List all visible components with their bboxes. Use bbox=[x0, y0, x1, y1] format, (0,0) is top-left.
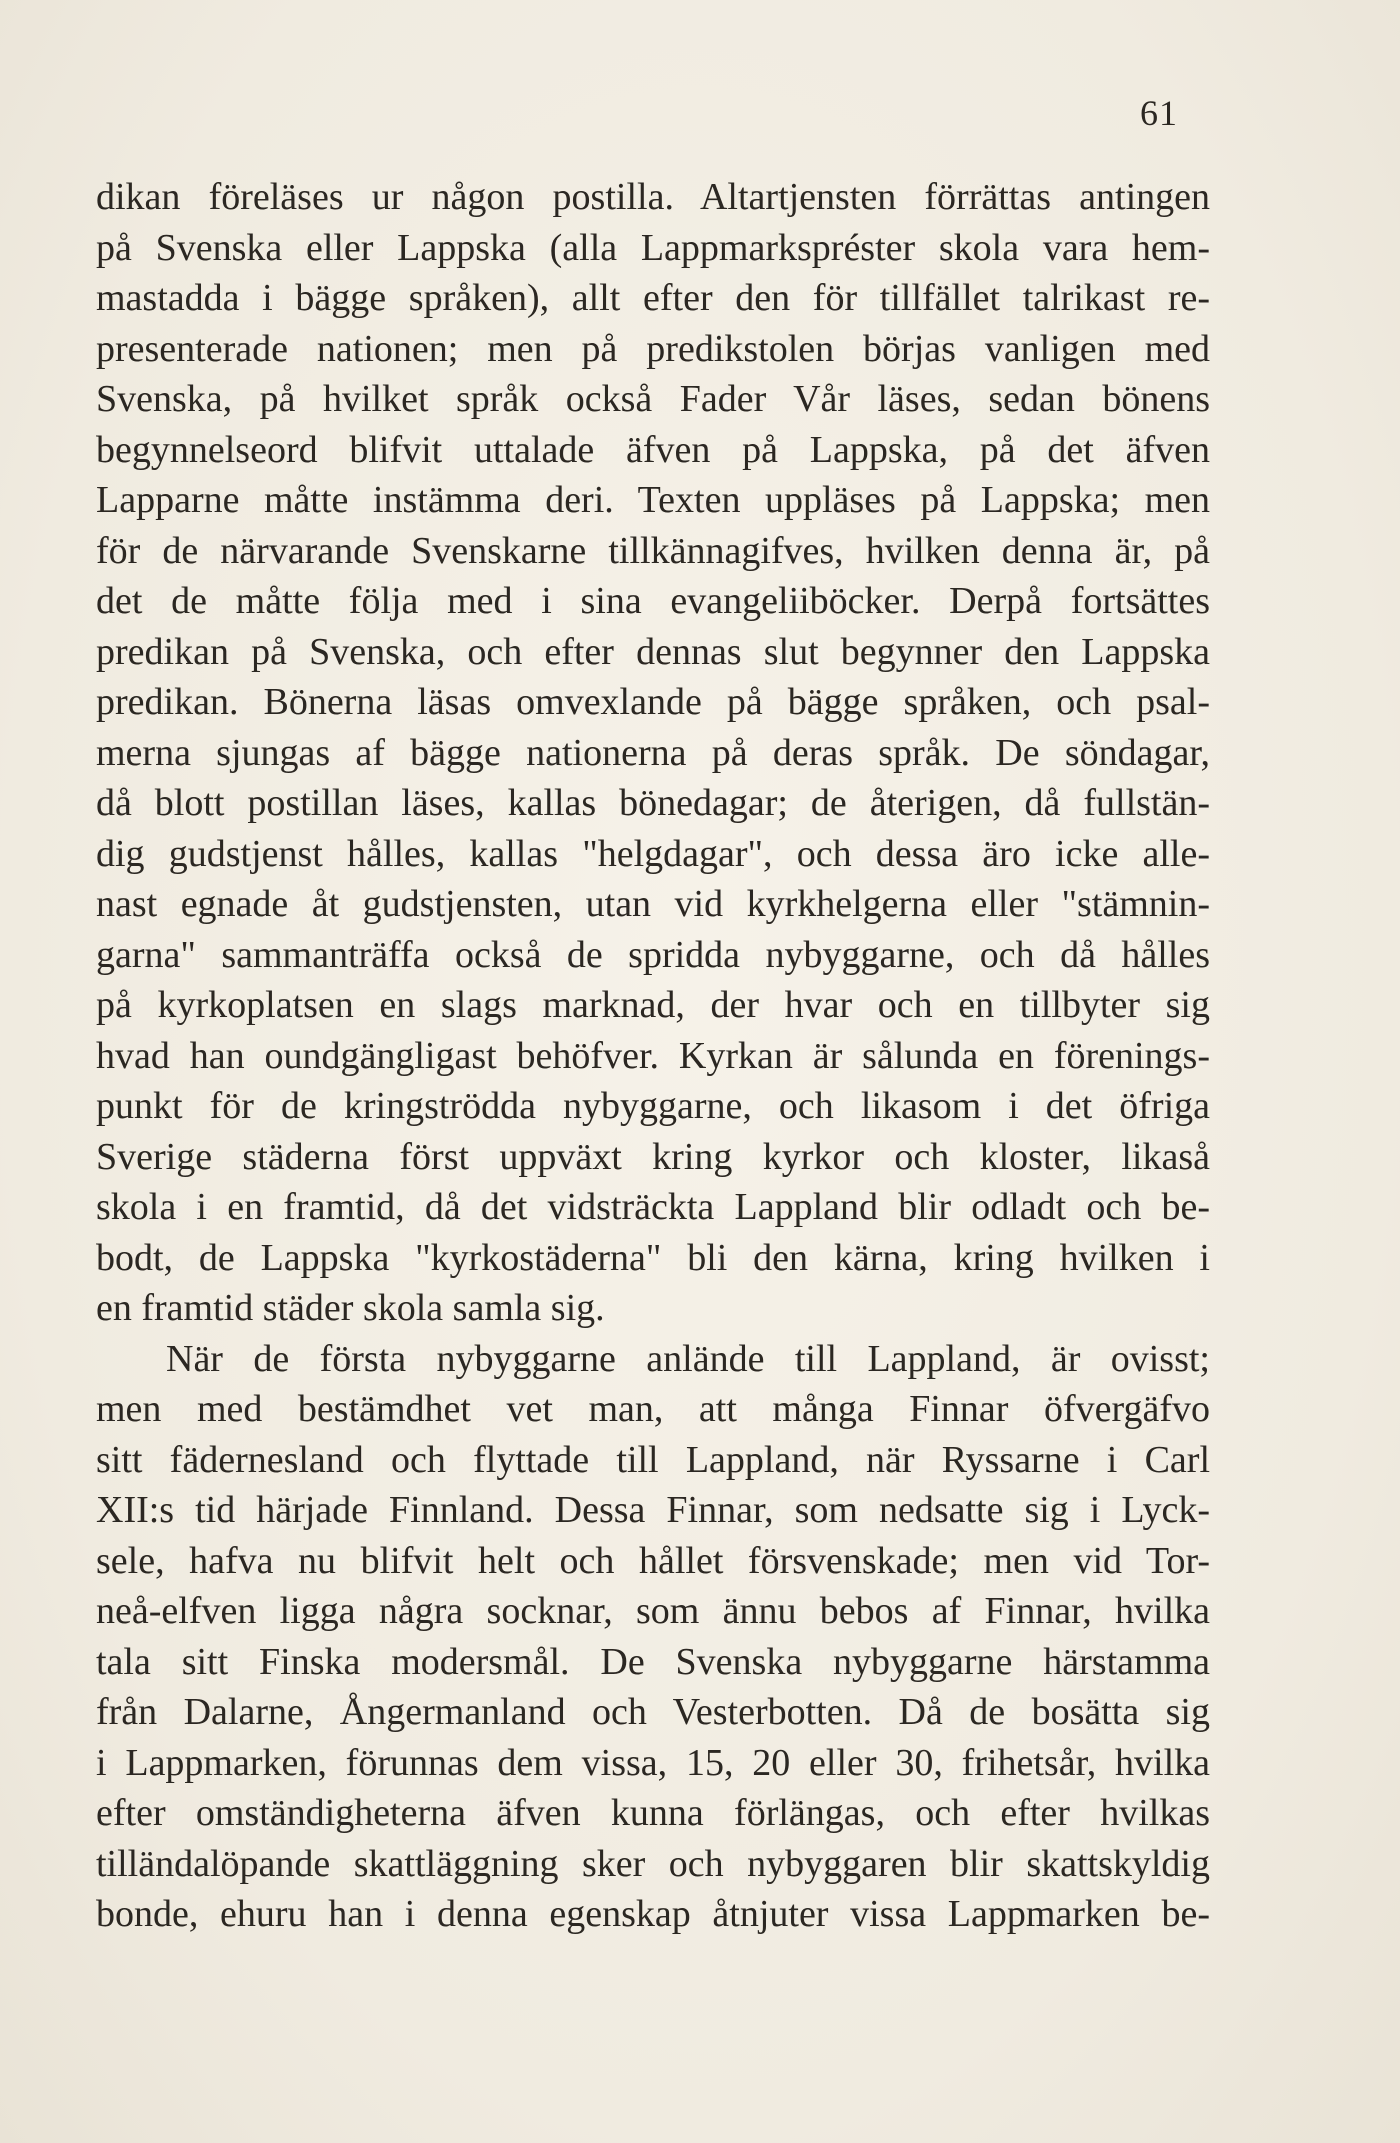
text-line: XII:s tid härjade Finnland. Dessa Finnar, som nedsatte sig i Lyck- bbox=[96, 1489, 1210, 1531]
text-line: Svenska, på hvilket språk också Fader Vår läses, sedan bönens bbox=[96, 378, 1210, 420]
text-line: predikan. Bönerna läsas omvexlande på bägge språken, och psal- bbox=[96, 681, 1210, 723]
text-line: Lapparne måtte instämma deri. Texten uppläses på Lappska; men bbox=[96, 479, 1210, 521]
page-number: 61 bbox=[1140, 93, 1178, 133]
text-line: nast egnade åt gudstjensten, utan vid kyrkhelgerna eller "stämnin- bbox=[96, 883, 1210, 925]
text-line: predikan på Svenska, och efter dennas slut begynner den Lappska bbox=[96, 630, 1210, 673]
paragraph-start-line: När de första nybyggarne anlände till Lappland, är ovisst; bbox=[166, 1337, 1210, 1380]
text-line: begynnelseord blifvit uttalade äfven på Lappska, på det äfven bbox=[96, 428, 1210, 471]
text-line: då blott postillan läses, kallas bönedagar; de återigen, då fullstän- bbox=[96, 782, 1210, 824]
text-line: sele, hafva nu blifvit helt och hållet försvenskade; men vid Tor- bbox=[96, 1539, 1210, 1582]
text-line: Sverige städerna först uppväxt kring kyrkor och kloster, likaså bbox=[96, 1135, 1210, 1178]
text-line: dig gudstjenst hålles, kallas "helgdagar", och dessa äro icke alle- bbox=[96, 832, 1210, 875]
text-line: sitt fädernesland och flyttade till Lappland, när Ryssarne i Carl bbox=[96, 1438, 1210, 1481]
text-line: punkt för de kringströdda nybyggarne, och likasom i det öfriga bbox=[96, 1085, 1210, 1127]
text-line: hvad han oundgängligast behöfver. Kyrkan är sålunda en förenings- bbox=[96, 1034, 1210, 1077]
text-line: i Lappmarken, förunnas dem vissa, 15, 20 eller 30, frihetsår, hvilka bbox=[96, 1741, 1210, 1784]
text-line: på kyrkoplatsen en slags marknad, der hvar och en tillbyter sig bbox=[96, 984, 1210, 1026]
text-line: men med bestämdhet vet man, att många Finnar öfvergäfvo bbox=[96, 1388, 1210, 1430]
text-line: bodt, de Lappska "kyrkostäderna" bli den kärna, kring hvilken i bbox=[96, 1236, 1210, 1279]
text-line: från Dalarne, Ångermanland och Vesterbotten. Då de bosätta sig bbox=[96, 1691, 1210, 1733]
text-line: efter omständigheterna äfven kunna förlängas, och efter hvilkas bbox=[96, 1792, 1210, 1834]
text-line: tilländalöpande skattläggning sker och nybyggaren blir skattskyldig bbox=[96, 1842, 1210, 1885]
text-line: för de närvarande Svenskarne tillkännagifves, hvilken denna är, på bbox=[96, 529, 1210, 572]
text-line: bonde, ehuru han i denna egenskap åtnjuter vissa Lappmarken be- bbox=[96, 1893, 1210, 1935]
text-line: på Svenska eller Lappska (alla Lappmarkspréster skola vara hem- bbox=[96, 226, 1210, 269]
text-line: neå-elfven ligga några socknar, som ännu bebos af Finnar, hvilka bbox=[96, 1590, 1210, 1632]
text-line: dikan föreläses ur någon postilla. Altartjensten förrättas antingen bbox=[96, 176, 1210, 218]
text-line: garna" sammanträffa också de spridda nybyggarne, och då hålles bbox=[96, 933, 1210, 976]
body-text bbox=[96, 172, 1210, 1940]
text-line: presenterade nationen; men på predikstolen börjas vanligen med bbox=[96, 327, 1210, 370]
text-line: skola i en framtid, då det vidsträckta Lappland blir odladt och be- bbox=[96, 1186, 1210, 1228]
text-line: mastadda i bägge språken), allt efter den för tillfället talrikast re- bbox=[96, 277, 1210, 319]
text-line: merna sjungas af bägge nationerna på deras språk. De söndagar, bbox=[96, 731, 1210, 774]
text-line: det de måtte följa med i sina evangeliiböcker. Derpå fortsättes bbox=[96, 580, 1210, 622]
text-line: tala sitt Finska modersmål. De Svenska nybyggarne härstamma bbox=[96, 1640, 1210, 1683]
paragraph-end-line: en framtid städer skola samla sig. bbox=[96, 1287, 605, 1329]
